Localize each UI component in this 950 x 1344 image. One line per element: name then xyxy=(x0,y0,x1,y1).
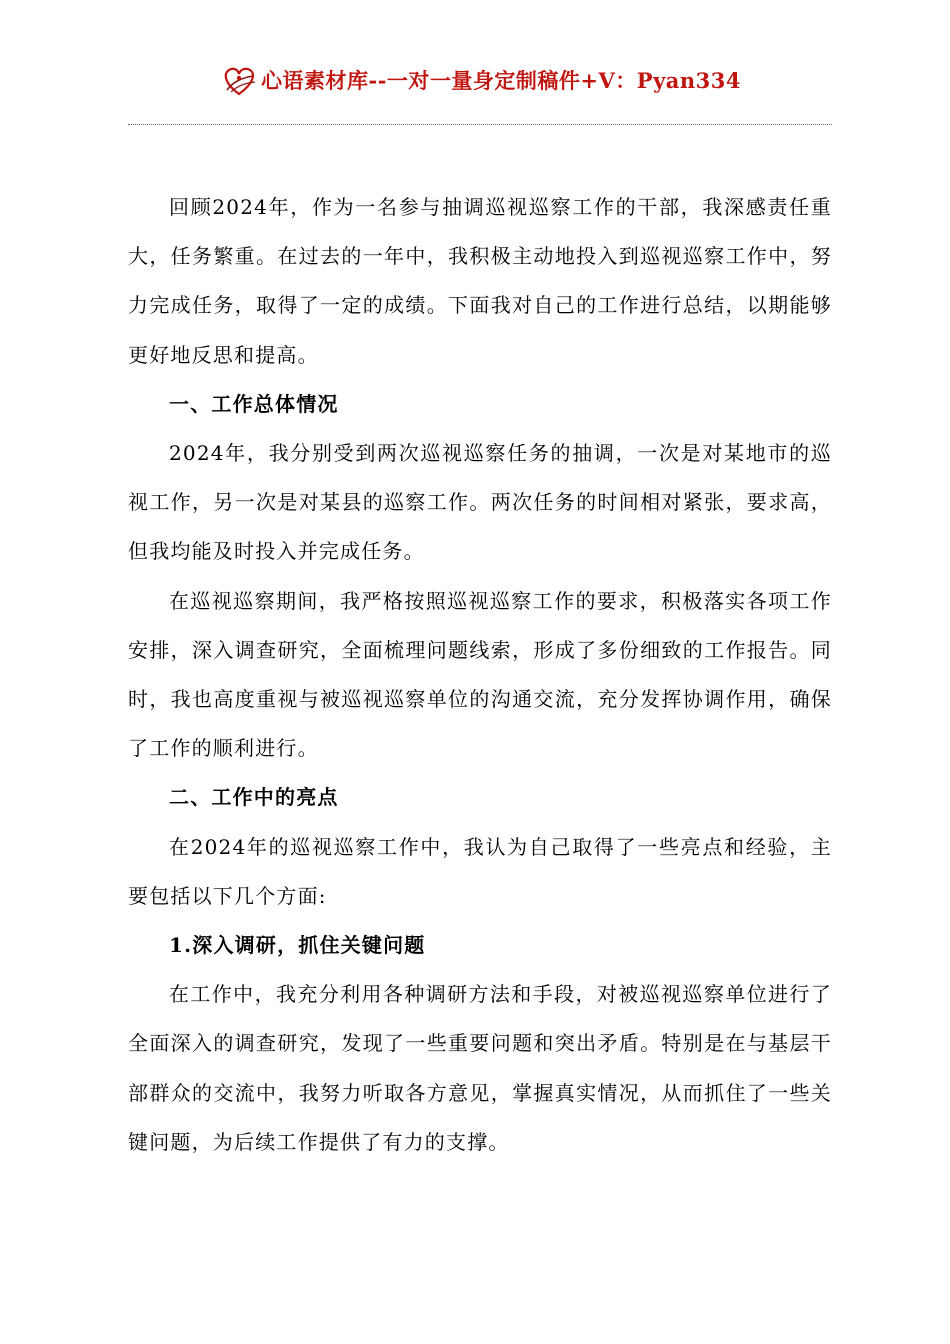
page-header xyxy=(128,58,832,102)
subsection-heading-1: 1.深入调研，抓住关键问题 xyxy=(169,933,426,958)
paragraph-overview-2: 在巡视巡察期间，我严格按照巡视巡察工作的要求，积极落实各项工作安排，深入调查研究，全面梳理问题线索，形成了多份细致的工作报告。同时，我也高度重视与被巡视巡察单位的沟通交流，充分发挥协调作用，确保了工作的顺利进行。 xyxy=(128,588,832,761)
header-separator: -- xyxy=(368,68,387,93)
header-slogan: 一对一量身定制稿件 xyxy=(386,68,581,93)
header-divider xyxy=(128,124,832,125)
paragraph-research: 在工作中，我充分利用各种调研方法和手段，对被巡视巡察单位进行了全面深入的调查研究，发现了一些重要问题和突出矛盾。特别是在与基层干部群众的交流中，我努力听取各方意见，掌握真实情况，从而抓住了一些关键问题，为后续工作提供了有力的支撑。 xyxy=(128,982,832,1154)
paragraph-intro: 回顾2024年，作为一名参与抽调巡视巡察工作的干部，我深感责任重大，任务繁重。在过去的一年中，我积极主动地投入到巡视巡察工作中，努力完成任务，取得了一定的成绩。下面我对自己的工作进行总结，以期能够更好地反思和提高。 xyxy=(128,195,832,367)
section-heading-2: 二、工作中的亮点 xyxy=(169,785,339,810)
paragraph-overview-1: 2024年，我分别受到两次巡视巡察任务的抽调，一次是对某地市的巡视工作，另一次是对某县的巡察工作。两次任务的时间相对紧张，要求高，但我均能及时投入并完成任务。 xyxy=(128,441,832,564)
document-body xyxy=(128,183,832,1167)
heart-swirl-logo-icon xyxy=(219,60,259,100)
header-brand: 心语素材库 xyxy=(260,68,369,93)
header-title xyxy=(261,65,741,95)
paragraph-highlights-intro: 在2024年的巡视巡察工作中，我认为自己取得了一些亮点和经验，主要包括以下几个方面: xyxy=(128,834,832,908)
header-contact: +V：Pyan334 xyxy=(580,68,742,93)
section-heading-1: 一、工作总体情况 xyxy=(169,391,339,416)
